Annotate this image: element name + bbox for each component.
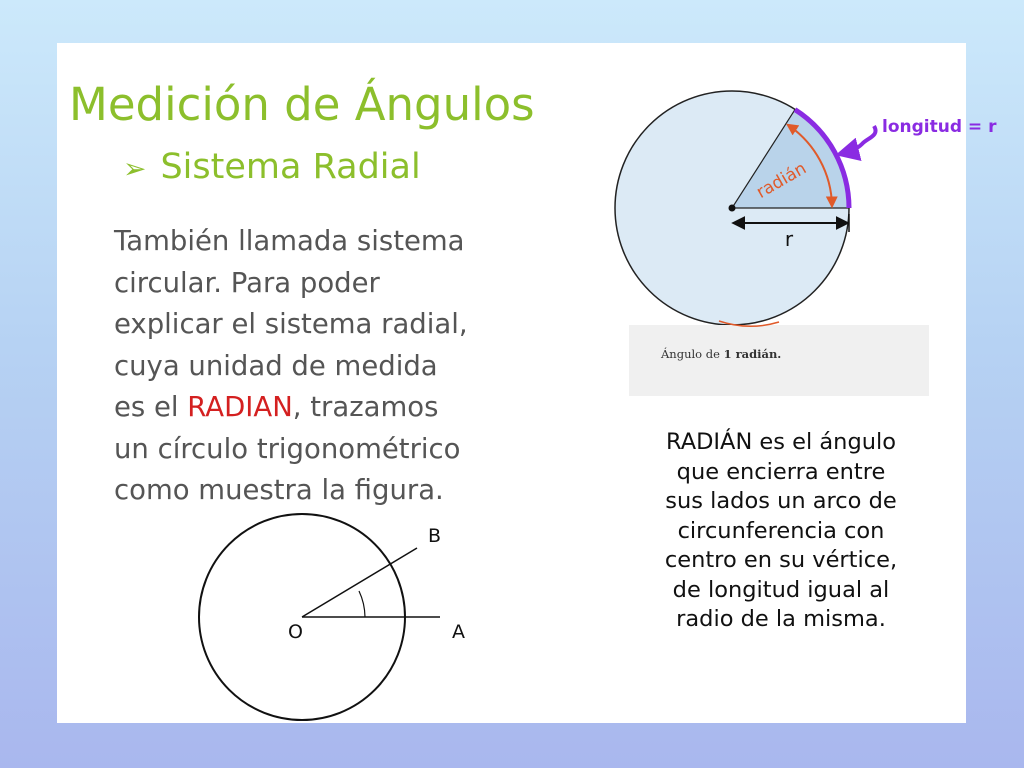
length-pointer <box>840 126 876 154</box>
body-line <box>114 387 554 429</box>
radius-label: r <box>784 227 794 251</box>
body-line: explicar el sistema radial, <box>114 308 468 340</box>
caption-arc-fragment <box>629 319 929 331</box>
trig-circle-diagram <box>192 513 512 725</box>
body-line: circular. Para poder <box>114 266 380 299</box>
body-text-pre: es el <box>114 391 188 423</box>
radian-highlight: RADIAN <box>187 391 293 423</box>
definition-line: circunferencia con <box>677 517 885 544</box>
body-line: como muestra la figura. <box>114 474 444 506</box>
angle-label: radián <box>753 158 810 203</box>
slide-title: Medición de Ángulos <box>69 78 535 131</box>
center-label-o: O <box>288 621 303 643</box>
definition-line: que encierra entre <box>676 458 886 485</box>
arrow-bullet-icon: ➢ <box>123 152 147 185</box>
body-paragraph <box>114 221 554 512</box>
radian-definition <box>625 428 937 635</box>
definition-line: radio de la misma. <box>676 606 886 632</box>
point-label-b: B <box>428 525 442 547</box>
definition-line: sus lados un arco de <box>665 488 897 514</box>
body-line: un círculo trigonométrico <box>114 432 461 465</box>
body-line: cuya unidad de medida <box>114 349 438 382</box>
body-text-post: , trazamos <box>292 391 439 423</box>
length-label: longitud = r <box>882 117 997 137</box>
definition-line: RADIÁN es el ángulo <box>665 429 897 455</box>
center-point <box>729 205 736 212</box>
body-line: También llamada sistema <box>114 225 465 257</box>
slide <box>57 43 997 723</box>
figure-caption-box <box>629 325 929 396</box>
definition-line: centro en su vértice, <box>664 547 898 573</box>
slide-subtitle <box>123 147 421 187</box>
definition-line: de longitud igual al <box>672 576 890 603</box>
subtitle-text: Sistema Radial <box>160 147 421 187</box>
figure-caption: Ángulo de 1 radián. <box>661 347 782 361</box>
point-label-a: A <box>452 621 465 643</box>
angle-mark <box>359 591 365 617</box>
